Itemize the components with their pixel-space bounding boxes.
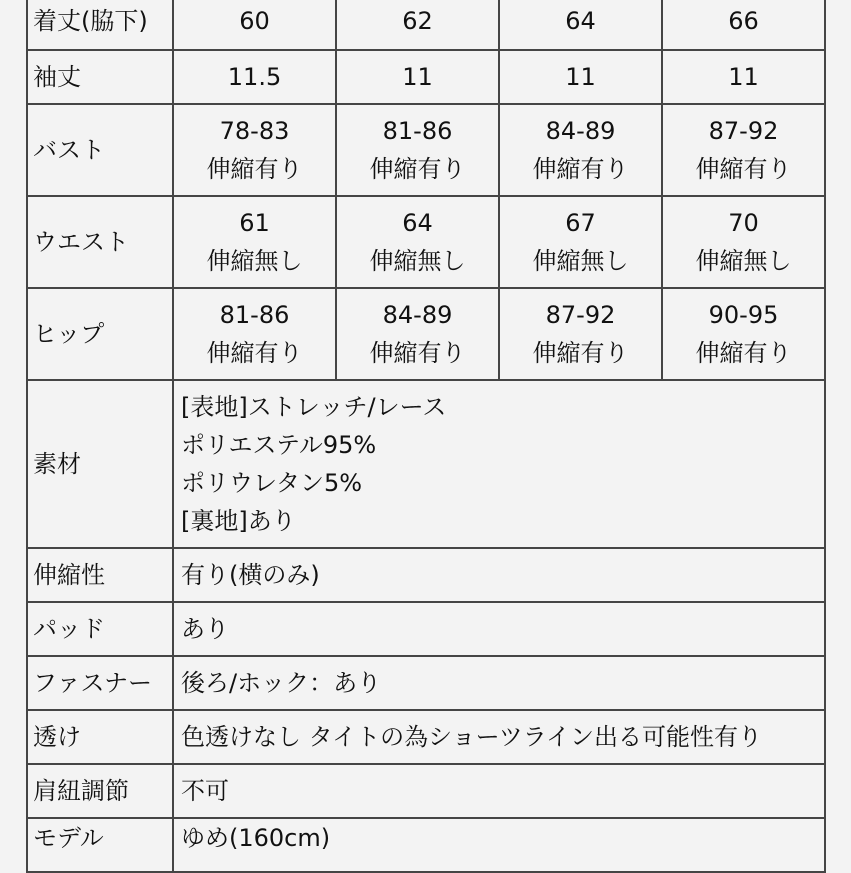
detail-value: 不可 [173,764,825,818]
size-cell [662,288,825,380]
stretch-note: 伸縮無し [532,247,629,275]
row-sleeve [27,50,825,104]
row-strap [27,764,825,818]
size-value: 60 [173,0,336,50]
stretch-note: 伸縮有り [532,339,629,367]
size-value: 62 [336,0,499,50]
stretch-note: 伸縮有り [695,339,792,367]
row-label: ヒップ [27,288,173,380]
stretch-note: 伸縮有り [369,155,466,183]
row-hip [27,288,825,380]
size-cell [662,104,825,196]
size-value: 67 [565,209,596,237]
material-cell [173,380,825,548]
size-cell [499,288,662,380]
row-label: 素材 [27,380,173,548]
stretch-note: 伸縮無し [695,247,792,275]
row-stretch [27,548,825,602]
size-value: 11 [336,50,499,104]
size-cell [336,104,499,196]
size-value: 84-89 [382,301,453,329]
size-value: 78-83 [219,117,290,145]
row-label: 着丈(脇下) [27,0,173,50]
size-value: 64 [402,209,433,237]
row-waist [27,196,825,288]
row-label: パッド [27,602,173,656]
size-value: 87-92 [708,117,779,145]
stretch-note: 伸縮有り [206,339,303,367]
size-cell [499,196,662,288]
size-cell [336,288,499,380]
stretch-note: 伸縮有り [695,155,792,183]
row-fastener [27,656,825,710]
stretch-note: 伸縮有り [206,155,303,183]
size-cell [173,288,336,380]
row-length [27,0,825,50]
material-line: ポリエステル95% [181,431,377,459]
stretch-note: 伸縮無し [206,247,303,275]
stretch-note: 伸縮無し [369,247,466,275]
size-spec-table [26,0,826,873]
row-bust [27,104,825,196]
size-value: 11 [499,50,662,104]
row-label: ファスナー [27,656,173,710]
size-cell [173,196,336,288]
detail-value: あり [173,602,825,656]
size-value: 87-92 [545,301,616,329]
size-value: 11 [662,50,825,104]
size-value: 81-86 [382,117,453,145]
row-label: バスト [27,104,173,196]
size-value: 90-95 [708,301,779,329]
size-value: 66 [662,0,825,50]
size-value: 70 [728,209,759,237]
material-line: ポリウレタン5% [181,469,363,497]
row-material [27,380,825,548]
detail-value: 後ろ/ホック：あり [173,656,825,710]
row-label: 伸縮性 [27,548,173,602]
detail-value: 色透けなし タイトの為ショーツライン出る可能性有り [173,710,825,764]
detail-value: 有り(横のみ) [173,548,825,602]
size-value: 11.5 [173,50,336,104]
row-pad [27,602,825,656]
row-label: 透け [27,710,173,764]
row-model [27,818,825,872]
size-cell [662,196,825,288]
size-value: 61 [239,209,270,237]
size-value: 81-86 [219,301,290,329]
row-label: モデル [27,818,173,872]
size-cell [336,196,499,288]
size-value: 84-89 [545,117,616,145]
stretch-note: 伸縮有り [369,339,466,367]
stretch-note: 伸縮有り [532,155,629,183]
row-label: 肩紐調節 [27,764,173,818]
size-value: 64 [499,0,662,50]
material-line: [表地]ストレッチ/レース [181,393,447,421]
row-label: 袖丈 [27,50,173,104]
detail-value: ゆめ(160cm) [173,818,825,872]
row-sheer [27,710,825,764]
material-line: [裏地]あり [181,507,296,535]
size-cell [173,104,336,196]
size-cell [499,104,662,196]
row-label: ウエスト [27,196,173,288]
